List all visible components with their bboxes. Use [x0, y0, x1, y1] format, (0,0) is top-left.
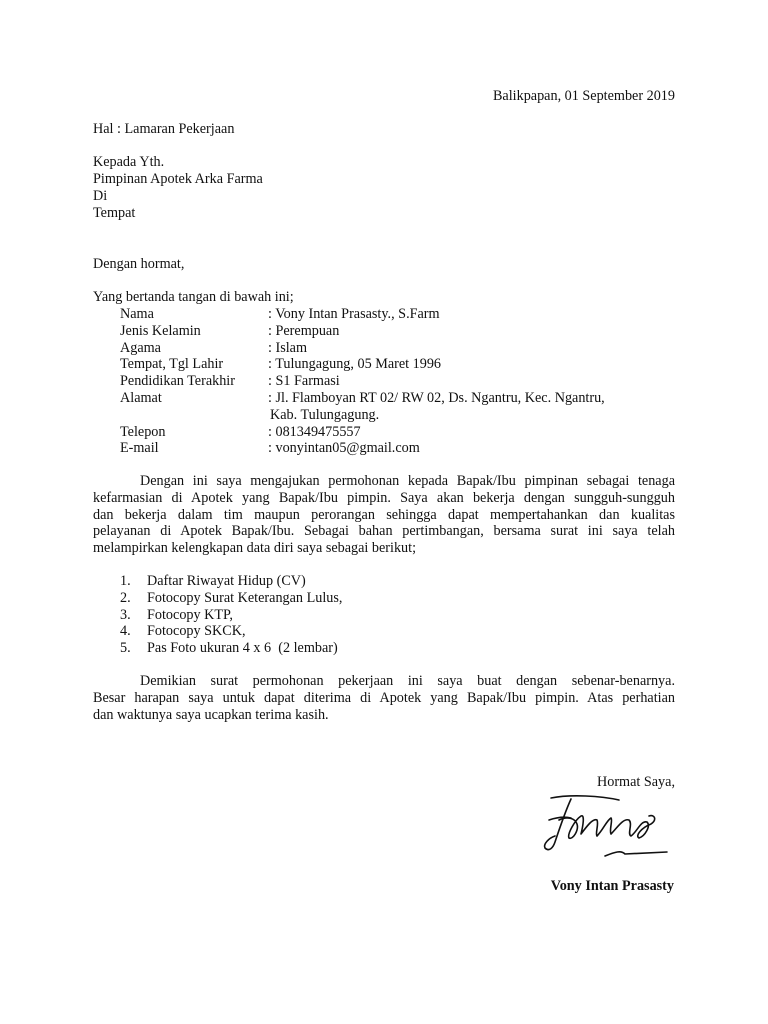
list-text: Daftar Riwayat Hidup (CV) — [147, 573, 306, 589]
personal-label: Telepon — [120, 423, 166, 440]
closing-paragraph — [93, 673, 675, 723]
personal-label: Jenis Kelamin — [120, 322, 201, 339]
recipient-name: Pimpinan Apotek Arka Farma — [93, 171, 263, 187]
body-line: kefarmasian di Apotek yang Bapak/Ibu pimpin. Saya akan bekerja dengan sungguh-sungguh — [93, 489, 675, 506]
personal-value: : Tulungagung, 05 Maret 1996 — [268, 356, 442, 373]
personal-value: : Perempuan — [268, 322, 340, 339]
closing-line: Demikian surat permohonan pekerjaan ini saya buat dengan sebenar-benarnya. — [140, 673, 675, 689]
list-number: 2. — [120, 589, 131, 606]
body-line: Dengan ini saya mengajukan permohonan kepada Bapak/Ibu pimpinan sebagai tenaga — [140, 473, 675, 489]
recipient-to: Kepada Yth. — [93, 154, 165, 170]
greeting: Dengan hormat, — [93, 256, 185, 272]
recipient-place: Tempat — [93, 205, 136, 221]
place-date: Balikpapan, 01 September 2019 — [492, 88, 675, 104]
list-text: Fotocopy Surat Keterangan Lulus, — [147, 589, 343, 606]
signature-icon — [541, 790, 673, 866]
signer-name: Vony Intan Prasasty — [550, 878, 674, 894]
personal-value: : Vony Intan Prasasty., S.Farm — [268, 306, 440, 322]
personal-label: Pendidikan Terakhir — [120, 373, 235, 390]
closing-line: dan waktunya saya ucapkan terima kasih. — [93, 706, 329, 723]
recipient-di: Di — [93, 188, 108, 204]
subject-line: Hal : Lamaran Pekerjaan — [93, 121, 235, 137]
personal-value: : Islam — [268, 339, 308, 356]
list-number: 4. — [120, 623, 131, 640]
personal-value: Kab. Tulungagung. — [270, 406, 380, 423]
body-line: dan bekerja dalam tim maupun perorangan sehingga dapat mempertahankan dan kualitas — [93, 506, 675, 523]
body-line: melampirkan kelengkapan data diri saya sebagai berikut; — [93, 540, 417, 557]
personal-label: Nama — [120, 306, 154, 322]
list-number: 3. — [120, 606, 131, 623]
personal-value: : S1 Farmasi — [268, 373, 340, 390]
personal-value: : Jl. Flamboyan RT 02/ RW 02, Ds. Ngantru, Kec. Ngantru, — [268, 389, 605, 406]
closing-line: Besar harapan saya untuk dapat diterima di Apotek yang Bapak/Ibu pimpin. Atas perhatian — [93, 689, 675, 706]
list-text: Fotocopy SKCK, — [147, 623, 246, 640]
personal-value: : 081349475557 — [268, 423, 361, 440]
list-number: 1. — [120, 573, 131, 589]
body-line: pelayanan di Apotek Bapak/Ibu. Sebagai bahan pertimbangan, bersama surat ini saya telah — [93, 523, 675, 540]
personal-value: : vonyintan05@gmail.com — [268, 440, 420, 457]
list-text: Pas Foto ukuran 4 x 6 (2 lembar) — [147, 640, 338, 657]
personal-label: Alamat — [120, 389, 162, 406]
sign-off: Hormat Saya, — [596, 774, 675, 790]
personal-label: Tempat, Tgl Lahir — [120, 356, 224, 373]
body-paragraph — [93, 473, 675, 557]
personal-label: Agama — [120, 339, 161, 356]
personal-label: E-mail — [120, 440, 159, 457]
list-number: 5. — [120, 640, 131, 657]
list-text: Fotocopy KTP, — [147, 606, 233, 623]
intro-line: Yang bertanda tangan di bawah ini; — [93, 289, 294, 305]
